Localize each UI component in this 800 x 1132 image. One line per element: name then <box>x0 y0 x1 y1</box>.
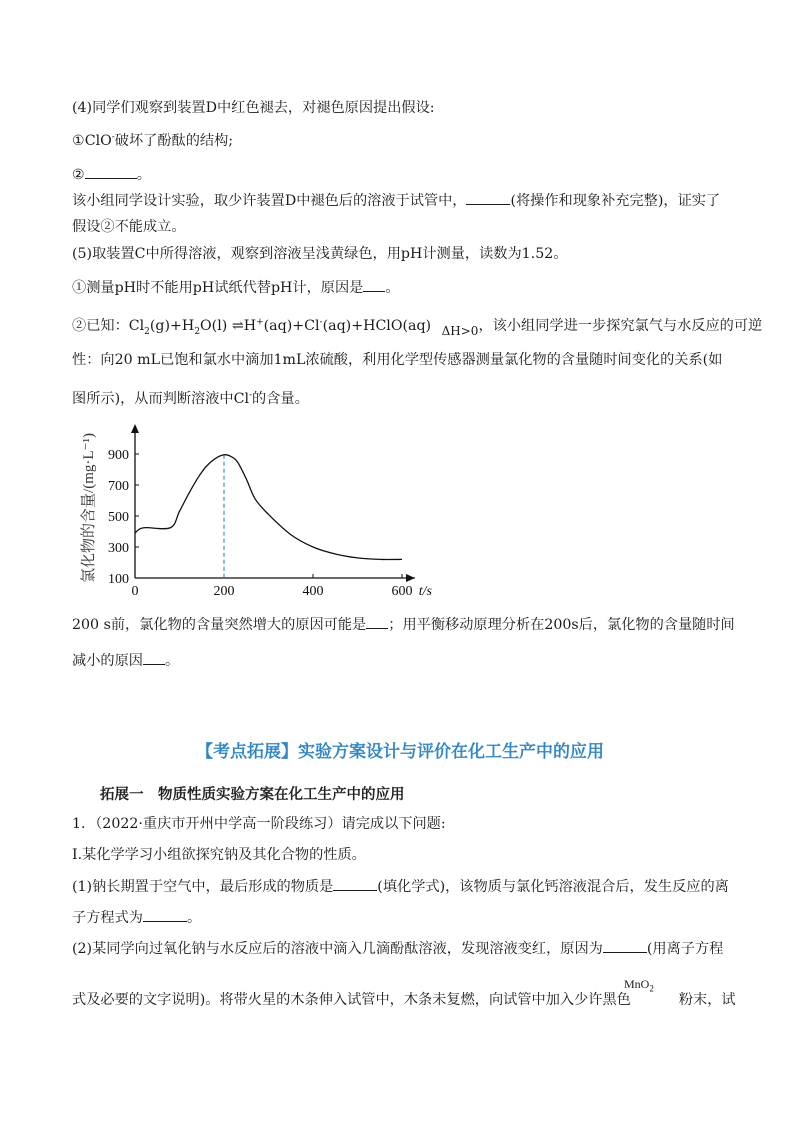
x-tick-label: 0 <box>131 584 139 599</box>
y-axis-label: 氯化物的含量/(mg·L⁻¹) <box>81 433 97 583</box>
text-line-10: 图所示)，从而判断溶液中Cl-的含量。 <box>72 390 309 407</box>
question-line-2: Ⅰ.某化学学习小组欲探究钠及其化合物的性质。 <box>72 847 366 863</box>
question-line-6: 式及必要的文字说明)。将带火星的木条伸入试管中，木条未复燃，向试管中加入少许黑色 粉末，试 <box>72 992 736 1008</box>
y-tick-label: 500 <box>108 510 129 525</box>
answer-blank[interactable] <box>603 938 647 953</box>
text-line-1: (4)同学们观察到装置D中红色褪去，对褪色原因提出假设: <box>72 100 435 116</box>
chloride-curve <box>135 455 402 560</box>
answer-blank[interactable] <box>366 614 388 629</box>
answer-blank[interactable] <box>143 650 165 665</box>
delta-h: ΔH>0 <box>441 324 479 338</box>
answer-blank[interactable] <box>333 876 377 891</box>
y-tick-label: 900 <box>108 448 129 463</box>
text-line-8: ②已知：$Cl_2(g)+H_2O(l)$ ⇌H+(aq)+Cl-(aq)+HClO(aq) $_{\Delta H>0}$，该小组同学进一步探究氯气与水反应的可逆 <box>72 317 763 338</box>
answer-blank[interactable] <box>143 907 187 922</box>
equilibrium-arrow: ⇌ <box>231 318 244 334</box>
y-axis-arrow <box>131 424 139 433</box>
chloride-chart <box>60 418 440 608</box>
x-axis-label: t/s <box>418 584 432 599</box>
text-line-4: 该小组同学设计实验，取少许装置D中褪色后的溶液于试管中， (将操作和现象补充完整)，证实了 <box>72 190 720 211</box>
mno2-formula: MnO$_2$ <box>624 977 654 994</box>
text-line-11: 200 s前，氯化物的含量突然增大的原因可能是 ；用平衡移动原理分析在200s后，氯化物的含量随时间 <box>72 614 735 635</box>
question-line-3: (1)钠长期置于空气中，最后形成的物质是 (填化学式)，该物质与氯化钙溶液混合后，发生反应的离 <box>72 876 729 897</box>
text-line-3: ② 。 <box>72 164 151 185</box>
y-tick-label: 700 <box>108 479 129 494</box>
question-line-5: (2)某同学向过氧化钠与水反应后的溶液中滴入几滴酚酞溶液，发现溶液变红，原因为 (用离子方程 <box>72 938 723 959</box>
y-tick-label: 100 <box>108 572 129 587</box>
text-line-6: (5)取装置C中所得溶液，观察到溶液呈浅黄绿色，用pH计测量，读数为1.52。 <box>72 246 568 262</box>
text-line-5: 假设②不能成立。 <box>72 219 186 235</box>
text-line-12: 减小的原因 。 <box>72 650 179 671</box>
x-tick-label: 400 <box>302 584 324 599</box>
x-axis-arrow <box>406 574 415 582</box>
answer-blank[interactable] <box>363 277 385 292</box>
x-tick-label: 600 <box>391 584 413 599</box>
text-line-7: ①测量pH时不能用pH试纸代替pH计，原因是 。 <box>72 277 400 298</box>
question-line-4: 子方程式为 。 <box>72 907 201 928</box>
x-tick-label: 200 <box>213 584 235 599</box>
section-heading: 【考点拓展】实验方案设计与评价在化工生产中的应用 <box>196 742 604 762</box>
answer-blank[interactable] <box>85 164 137 179</box>
y-tick-label: 300 <box>108 541 129 556</box>
text-line-9: 性：向20 mL已饱和氯水中滴加1mL浓硫酸，利用化学型传感器测量氯化物的含量随时间变化的关系(如 <box>72 352 723 368</box>
section-subheading: 拓展一 物质性质实验方案在化工生产中的应用 <box>100 787 405 803</box>
text-line-2: ①ClO-破坏了酚酞的结构; <box>72 132 234 149</box>
question-line-1: 1．（2022·重庆市开州中学高一阶段练习）请完成以下问题: <box>72 816 446 832</box>
answer-blank[interactable] <box>466 190 510 205</box>
